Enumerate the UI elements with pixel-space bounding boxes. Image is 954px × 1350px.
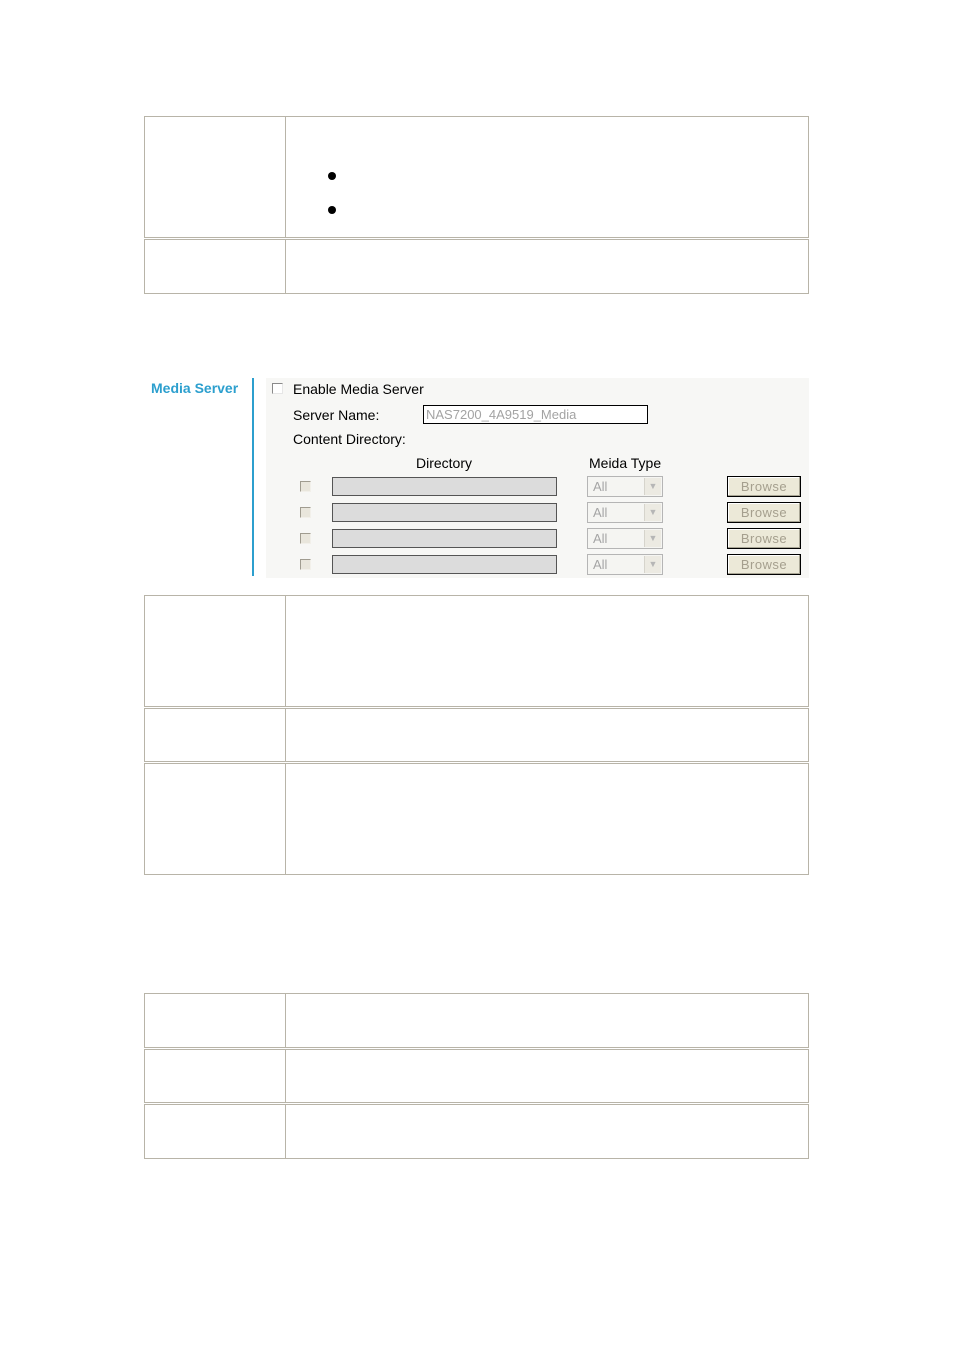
media-server-panel: [144, 378, 809, 578]
media-type-value: All: [593, 479, 608, 494]
server-name-input[interactable]: NAS7200_4A9519_Media: [423, 405, 648, 424]
enable-media-server-checkbox[interactable]: [272, 383, 283, 394]
directory-input[interactable]: [332, 529, 557, 548]
directory-row-checkbox[interactable]: [300, 507, 311, 518]
chevron-down-icon: ▼: [644, 478, 661, 495]
directory-input[interactable]: [332, 477, 557, 496]
directory-row-checkbox[interactable]: [300, 481, 311, 492]
table-row: [145, 1104, 809, 1159]
middle-description-table: [144, 595, 809, 875]
table-row: [145, 596, 809, 708]
table-cell-description: [286, 239, 809, 294]
section-title: Media Server: [151, 380, 239, 396]
table-cell-label: [145, 763, 286, 875]
chevron-down-icon: ▼: [644, 530, 661, 547]
media-type-column-header: Meida Type: [589, 455, 662, 471]
directory-input[interactable]: [332, 555, 557, 574]
table-cell-description: [286, 708, 809, 763]
media-type-select[interactable]: [587, 528, 663, 549]
table-cell-label: [145, 994, 286, 1049]
server-name-label: Server Name:: [293, 407, 380, 423]
media-type-value: All: [593, 531, 608, 546]
browse-button[interactable]: Browse: [727, 528, 801, 549]
table-cell-description: [286, 117, 809, 239]
directory-column-header: Directory: [416, 455, 473, 471]
browse-button[interactable]: Browse: [727, 554, 801, 575]
table-cell-description: [286, 1049, 809, 1104]
media-type-value: All: [593, 505, 608, 520]
top-description-table: [144, 116, 809, 294]
table-row: [145, 994, 809, 1049]
table-cell-description: [286, 994, 809, 1049]
media-type-select[interactable]: [587, 476, 663, 497]
chevron-down-icon: ▼: [644, 556, 661, 573]
bottom-description-table: [144, 993, 809, 1159]
directory-row-checkbox[interactable]: [300, 533, 311, 544]
table-row: [145, 708, 809, 763]
table-row: [145, 763, 809, 875]
bullet-icon: [328, 206, 336, 214]
chevron-down-icon: ▼: [644, 504, 661, 521]
media-type-select[interactable]: [587, 554, 663, 575]
media-type-select[interactable]: [587, 502, 663, 523]
enable-media-server-label: Enable Media Server: [293, 381, 424, 397]
table-cell-label: [145, 596, 286, 708]
table-cell-label: [145, 708, 286, 763]
table-cell-label: [145, 1049, 286, 1104]
table-cell-label: [145, 1104, 286, 1159]
media-type-value: All: [593, 557, 608, 572]
directory-row-checkbox[interactable]: [300, 559, 311, 570]
directory-input[interactable]: [332, 503, 557, 522]
table-row: [145, 239, 809, 294]
section-divider: [252, 378, 254, 576]
table-cell-label: [145, 239, 286, 294]
table-row: [145, 117, 809, 239]
browse-button[interactable]: Browse: [727, 476, 801, 497]
content-directory-label: Content Directory:: [293, 431, 406, 447]
table-cell-description: [286, 596, 809, 708]
table-cell-description: [286, 763, 809, 875]
bullet-icon: [328, 172, 336, 180]
browse-button[interactable]: Browse: [727, 502, 801, 523]
table-row: [145, 1049, 809, 1104]
table-cell-label: [145, 117, 286, 239]
table-cell-description: [286, 1104, 809, 1159]
